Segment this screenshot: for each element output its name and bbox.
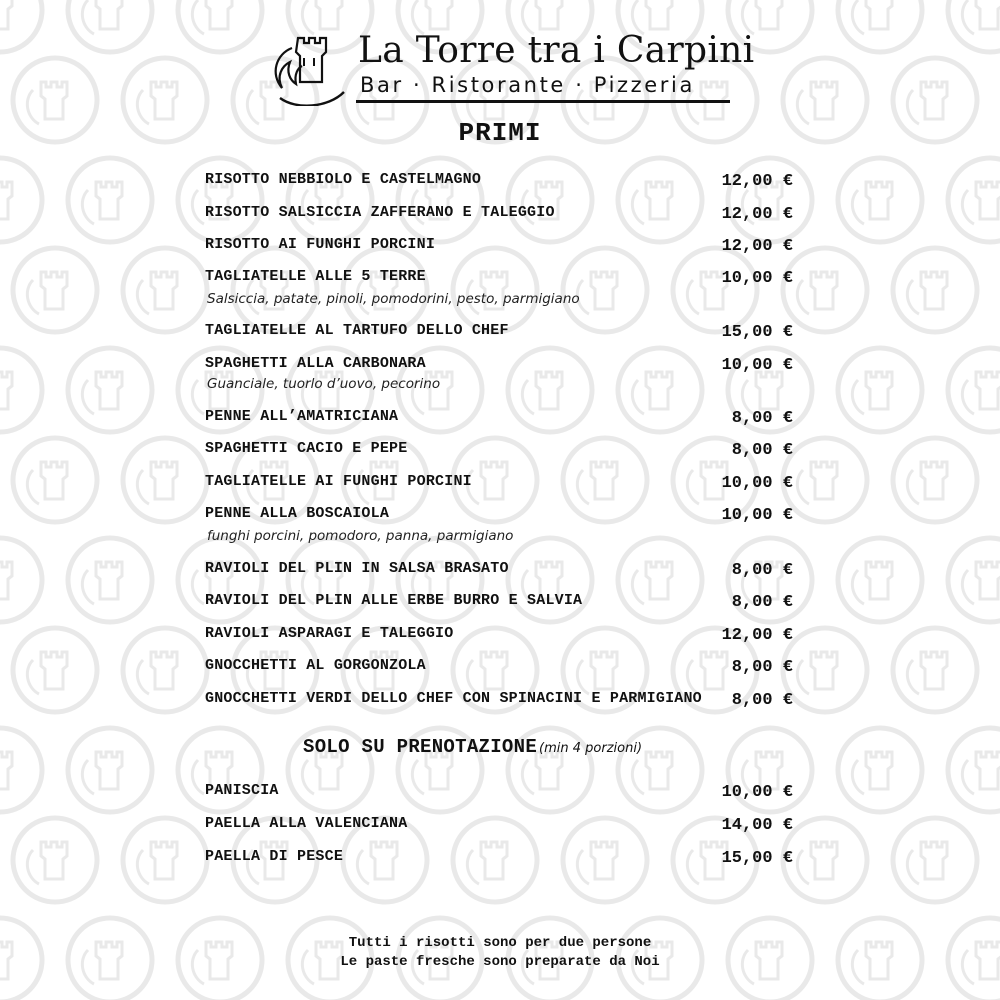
footer-notes <box>0 934 1000 972</box>
menu-item-name: RISOTTO SALSICCIA ZAFFERANO E TALEGGIO <box>205 204 555 221</box>
reservation-note: (min 4 porzioni) <box>539 741 643 756</box>
menu-item-name: RAVIOLI ASPARAGI E TALEGGIO <box>205 625 454 642</box>
menu-item-name: RAVIOLI DEL PLIN IN SALSA BRASATO <box>205 560 509 577</box>
menu-item-name: PAELLA DI PESCE <box>205 848 344 865</box>
brand-logo <box>266 28 755 108</box>
footer-line: Tutti i risotti sono per due persone <box>348 935 652 951</box>
menu-item-name: RAVIOLI DEL PLIN ALLE ERBE BURRO E SALVIA <box>205 592 583 609</box>
menu-item-name: PAELLA ALLA VALENCIANA <box>205 815 408 832</box>
menu-item-price: 8,00 € <box>731 561 793 580</box>
menu-item-name: TAGLIATELLE AI FUNGHI PORCINI <box>205 473 472 490</box>
menu-item-price: 8,00 € <box>731 593 793 612</box>
menu-item-name: PENNE ALL’AMATRICIANA <box>205 408 399 425</box>
menu-item-description: funghi porcini, pomodoro, panna, parmigiano <box>207 528 514 544</box>
menu-item-price: 12,00 € <box>721 626 793 645</box>
menu-item-price: 8,00 € <box>731 691 793 710</box>
menu-item-name: PENNE ALLA BOSCAIOLA <box>205 505 390 522</box>
menu-item-price: 12,00 € <box>721 172 793 191</box>
menu-item-name: TAGLIATELLE ALLE 5 TERRE <box>205 268 426 285</box>
footer-line: Le paste fresche sono preparate da Noi <box>340 954 660 970</box>
menu-item-name: GNOCCHETTI VERDI DELLO CHEF CON SPINACINI E PARMIGIANO <box>205 690 702 707</box>
menu-item-price: 10,00 € <box>721 783 793 802</box>
menu-item-name: SPAGHETTI CACIO E PEPE <box>205 440 408 457</box>
reservation-section-header <box>303 736 642 758</box>
brand-name: La Torre tra i Carpini <box>358 30 755 71</box>
menu-item-price: 15,00 € <box>721 323 793 342</box>
menu-item-price: 10,00 € <box>721 269 793 288</box>
menu-item-price: 12,00 € <box>721 205 793 224</box>
menu-item-price: 14,00 € <box>721 816 793 835</box>
brand-underline <box>356 100 730 103</box>
menu-item-price: 8,00 € <box>731 409 793 428</box>
menu-item-name: RISOTTO AI FUNGHI PORCINI <box>205 236 436 253</box>
section-title: PRIMI <box>458 118 542 148</box>
menu-item-description: Salsiccia, patate, pinoli, pomodorini, pesto, parmigiano <box>207 291 580 307</box>
menu-item-price: 10,00 € <box>721 474 793 493</box>
menu-item-price: 10,00 € <box>721 356 793 375</box>
tower-flame-logo-icon <box>266 28 356 106</box>
menu-item-price: 12,00 € <box>721 237 793 256</box>
menu-item-name: PANISCIA <box>205 782 279 799</box>
menu-item-name: GNOCCHETTI AL GORGONZOLA <box>205 657 426 674</box>
menu-item-price: 10,00 € <box>721 506 793 525</box>
menu-item-price: 8,00 € <box>731 441 793 460</box>
reservation-title: SOLO SU PRENOTAZIONE <box>303 736 538 758</box>
menu-item-name: TAGLIATELLE AL TARTUFO DELLO CHEF <box>205 322 509 339</box>
menu-item-name: SPAGHETTI ALLA CARBONARA <box>205 355 426 372</box>
menu-item-price: 15,00 € <box>721 849 793 868</box>
menu-item-price: 8,00 € <box>731 658 793 677</box>
menu-item-name: RISOTTO NEBBIOLO E CASTELMAGNO <box>205 171 482 188</box>
brand-subtitle: Bar · Ristorante · Pizzeria <box>360 73 695 97</box>
menu-item-description: Guanciale, tuorlo d’uovo, pecorino <box>207 376 441 392</box>
